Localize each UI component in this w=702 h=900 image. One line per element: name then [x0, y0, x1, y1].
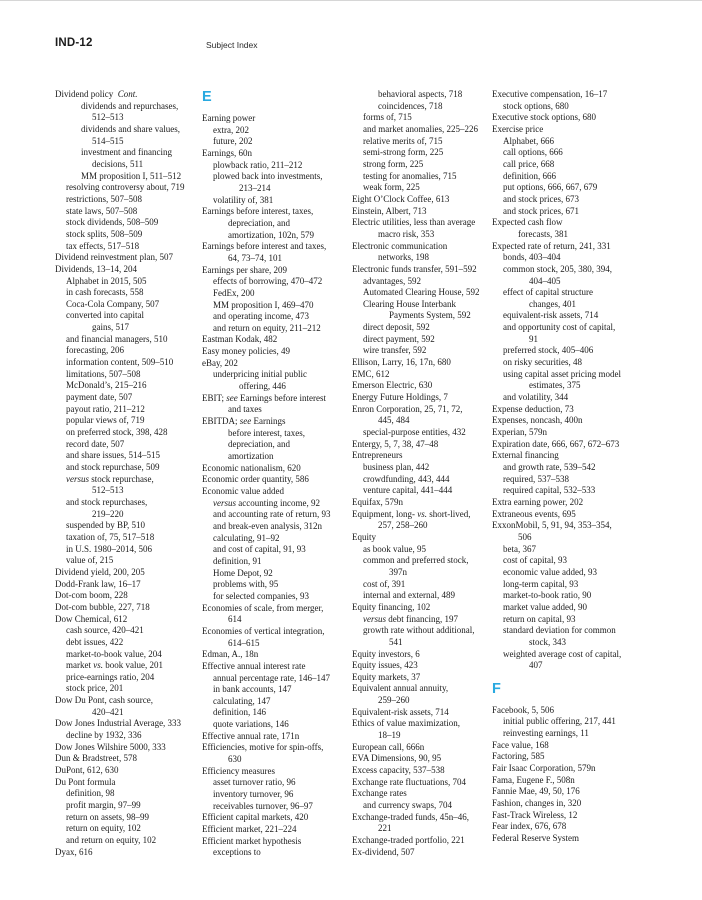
index-entry-line: Dodd-Frank law, 16–17 — [55, 578, 141, 589]
index-entry-line: and taxes — [228, 404, 262, 415]
index-entry-line: and stock prices, 671 — [503, 205, 579, 216]
index-entry-line: 404–405 — [529, 275, 561, 286]
index-entry-line: 219–220 — [92, 508, 124, 519]
index-entry-line: Dot-com bubble, 227, 718 — [55, 601, 150, 612]
index-entry-line: European call, 666n — [352, 741, 425, 752]
index-entry-line: EBITDA; see Earnings — [202, 416, 286, 427]
index-entry-line: Equity issues, 423 — [352, 660, 418, 671]
index-entry-line: advantages, 592 — [363, 275, 421, 286]
index-entry-line: External financing — [492, 450, 559, 461]
index-entry-line: direct payment, 592 — [363, 333, 435, 344]
index-entry-line: market vs. book value, 201 — [66, 660, 163, 671]
index-entry-line: Fashion, changes in, 320 — [492, 798, 582, 809]
index-entry-line: Equity — [352, 531, 376, 542]
index-entry-line: preferred stock, 405–406 — [503, 345, 594, 356]
index-entry-line: Dow Chemical, 612 — [55, 613, 128, 624]
index-entry-line: FedEx, 200 — [213, 287, 255, 298]
index-entry-line: eBay, 202 — [202, 357, 238, 368]
index-entry-line: coincidences, 718 — [378, 100, 443, 111]
index-entry-line: and cost of capital, 91, 93 — [213, 544, 306, 555]
index-entry-line: direct deposit, 592 — [363, 322, 430, 333]
index-entry-line: Face value, 168 — [492, 739, 549, 750]
index-entry-line: common and preferred stock, — [363, 555, 469, 566]
index-entry-line: quote variations, 146 — [213, 719, 289, 730]
index-entry-line: and break-even analysis, 312n — [213, 520, 322, 531]
index-entry-line: Efficiency measures — [202, 765, 276, 776]
index-entry-line: Home Depot, 92 — [213, 567, 273, 578]
index-entry-line: Equipment, long- vs. short-lived, — [352, 508, 471, 519]
index-entry-line: Exchange-traded funds, 45n–46, — [352, 811, 469, 822]
index-entry-line: Extra earning power, 202 — [492, 496, 584, 507]
index-entry-line: Fama, Eugene F., 508n — [492, 774, 575, 785]
index-entry-line: and return on equity, 102 — [66, 835, 157, 845]
index-entry-line: strong form, 225 — [363, 158, 424, 169]
section-letter-heading: E — [202, 89, 212, 105]
index-entry-line: and currency swaps, 704 — [363, 800, 452, 811]
index-entry-line: Efficiencies, motive for spin-offs, — [202, 742, 324, 753]
index-entry-line: in bank accounts, 147 — [213, 684, 292, 695]
index-entry-line: and accounting rate of return, 93 — [213, 509, 331, 520]
index-entry-line: extra, 202 — [213, 124, 249, 135]
index-entry-line: networks, 198 — [378, 252, 429, 263]
index-entry-line: beta, 367 — [503, 543, 536, 554]
index-entry-line: Expected cash flow — [492, 217, 563, 228]
index-entry-line: behavioral aspects, 718 — [378, 89, 463, 99]
index-entry-line: Dow Jones Industrial Average, 333 — [55, 718, 182, 729]
index-entry-line: payment date, 507 — [66, 392, 133, 403]
index-entry-line: and opportunity cost of capital, — [503, 322, 616, 333]
index-entry-line: Entrepreneurs — [352, 450, 403, 461]
index-entry-line: weak form, 225 — [363, 182, 420, 193]
index-entry-line: Ex-dividend, 507 — [352, 846, 415, 857]
index-entry-line: forecasting, 206 — [66, 345, 124, 356]
index-entry-line: testing for anomalies, 715 — [363, 170, 457, 181]
index-entry-line: 91 — [529, 333, 538, 344]
index-entry-line: Economic nationalism, 620 — [202, 462, 301, 473]
index-entry-line: on risky securities, 48 — [503, 357, 582, 368]
index-entry-line: and stock repurchases, — [66, 496, 148, 507]
index-entry-line: Earnings before interest, taxes, — [202, 206, 314, 217]
index-entry-line: Equity investors, 6 — [352, 648, 420, 659]
index-entry-line: Energy Future Holdings, 7 — [352, 392, 448, 403]
index-entry-line: offering, 446 — [239, 381, 286, 392]
index-entry-line: EVA Dimensions, 90, 95 — [352, 753, 442, 764]
index-entry-line: calculating, 91–92 — [213, 532, 280, 543]
index-column-2 — [202, 89, 330, 859]
index-entry-line: semi-strong form, 225 — [363, 147, 444, 158]
index-entry-line: Economies of scale, from merger, — [202, 602, 324, 613]
index-entry-line: Equity financing, 102 — [352, 601, 431, 612]
index-entry-line: 213–214 — [239, 182, 271, 193]
index-entry-line: Alphabet in 2015, 505 — [66, 275, 147, 286]
index-entry-line: and share issues, 514–515 — [66, 450, 160, 461]
index-entry-line: Extraneous events, 695 — [492, 508, 576, 519]
index-entry-line: amortization — [228, 451, 274, 462]
index-entry-line: 397n — [389, 566, 407, 577]
index-entry-line: Effective annual interest rate — [202, 660, 306, 671]
index-entry-line: Dun & Bradstreet, 578 — [55, 753, 137, 764]
index-entry-line: decline by 1932, 336 — [66, 730, 142, 741]
index-entry-line: in cash forecasts, 558 — [66, 287, 144, 298]
index-entry-line: Edman, A., 18n — [202, 649, 259, 660]
index-entry-line: inventory turnover, 96 — [213, 789, 294, 800]
index-entry-line: problems with, 95 — [213, 579, 279, 590]
index-entry-line: return on capital, 93 — [503, 613, 576, 624]
index-entry-line: payout ratio, 211–212 — [66, 403, 145, 414]
index-entry-line: effects of borrowing, 470–472 — [213, 276, 323, 287]
index-entry-line: profit margin, 97–99 — [66, 800, 141, 811]
index-entry-line: 512–513 — [92, 485, 124, 496]
index-entry-line: annual percentage rate, 146–147 — [213, 672, 330, 683]
index-entry-line: amortization, 102n, 579 — [228, 229, 314, 240]
index-entry-line: bonds, 403–404 — [503, 252, 561, 263]
index-entry-line: Du Pont formula — [55, 776, 116, 787]
index-entry-line: versus stock repurchase, — [66, 473, 154, 484]
index-entry-line: Automated Clearing House, 592 — [363, 287, 480, 298]
index-entry-line: and growth rate, 539–542 — [503, 462, 596, 472]
index-entry-line: Equifax, 579n — [352, 496, 403, 507]
index-entry-line: Dow Jones Wilshire 5000, 333 — [55, 741, 166, 752]
index-entry-line: market-to-book value, 204 — [66, 648, 162, 659]
index-entry-line: market-to-book ratio, 90 — [503, 590, 592, 601]
index-entry-line: Dividend reinvestment plan, 507 — [55, 252, 173, 263]
index-entry-line: put options, 666, 667, 679 — [503, 182, 598, 193]
index-column-1 — [55, 89, 184, 858]
index-entry-line: underpricing initial public — [213, 369, 307, 380]
index-entry-line: estimates, 375 — [529, 380, 581, 391]
index-entry-line: Einstein, Albert, 713 — [352, 205, 427, 216]
index-entry-line: definition, 98 — [66, 788, 115, 799]
index-entry-line: MM proposition I, 469–470 — [213, 299, 314, 310]
index-entry-line: 407 — [529, 660, 543, 671]
index-entry-line: Enron Corporation, 25, 71, 72, — [352, 403, 463, 414]
index-entry-line: Exchange-traded portfolio, 221 — [352, 835, 465, 845]
index-entry-line: Dot-com boom, 228 — [55, 590, 128, 601]
index-entry-line: Electronic funds transfer, 591–592 — [352, 263, 477, 274]
index-entry-line: versus accounting income, 92 — [213, 497, 320, 508]
index-entry-line: 512–513 — [92, 112, 124, 123]
index-entry-line: stock, 343 — [529, 636, 566, 647]
index-column-4 — [492, 89, 621, 845]
index-entry-line: Efficient market hypothesis — [202, 835, 302, 846]
index-entry-line: information content, 509–510 — [66, 357, 174, 368]
index-entry-line: Experian, 579n — [492, 427, 547, 438]
index-entry-line: forms of, 715 — [363, 112, 412, 123]
index-entry-line: Exchange rate fluctuations, 704 — [352, 776, 466, 787]
index-entry-line: Expected rate of return, 241, 331 — [492, 240, 611, 251]
index-entry-line: 259–260 — [378, 695, 410, 706]
index-entry-line: Eight O’Clock Coffee, 613 — [352, 193, 450, 204]
index-entry-line: and volatility, 344 — [503, 392, 569, 403]
index-entry-line: calculating, 147 — [213, 695, 271, 706]
index-entry-line: reinvesting earnings, 11 — [503, 728, 589, 739]
index-entry-line: and stock prices, 673 — [503, 193, 579, 204]
index-entry-line: on preferred stock, 398, 428 — [66, 427, 168, 438]
page-number-label: IND-12 — [55, 37, 93, 49]
index-entry-line: Earnings, 60n — [202, 147, 252, 158]
index-entry-line: stock dividends, 508–509 — [66, 217, 159, 228]
index-entry-line: Emerson Electric, 630 — [352, 380, 433, 391]
index-entry-line: weighted average cost of capital, — [503, 648, 622, 659]
index-entry-line: Dividend policy Cont. — [55, 89, 138, 99]
index-entry-line: 630 — [228, 754, 242, 765]
index-entry-line: Fannie Mae, 49, 50, 176 — [492, 786, 580, 797]
index-entry-line: tax effects, 517–518 — [66, 240, 140, 251]
index-entry-line: Exercise price — [492, 123, 544, 134]
index-entry-line: return on equity, 102 — [66, 823, 141, 834]
index-entry-line: definition, 146 — [213, 707, 266, 718]
index-entry-line: Executive stock options, 680 — [492, 112, 596, 123]
index-entry-line: Ellison, Larry, 16, 17n, 680 — [352, 357, 451, 368]
index-entry-line: Dividends, 13–14, 204 — [55, 263, 137, 274]
index-entry-line: and operating income, 473 — [213, 311, 309, 322]
index-entry-line: growth rate without additional, — [363, 625, 475, 636]
index-entry-line: Expense deduction, 73 — [492, 403, 574, 414]
index-entry-line: 614 — [228, 614, 242, 625]
index-entry-line: long-term capital, 93 — [503, 578, 579, 589]
index-entry-line: wire transfer, 592 — [363, 345, 427, 356]
index-entry-line: McDonald’s, 215–216 — [66, 380, 147, 391]
index-entry-line: Entergy, 5, 7, 38, 47–48 — [352, 438, 439, 449]
index-entry-line: volatility of, 381 — [213, 194, 274, 205]
index-entry-line: and market anomalies, 225–226 — [363, 123, 478, 134]
index-entry-line: dividends and share values, — [81, 123, 180, 134]
index-entry-line: special-purpose entities, 432 — [363, 427, 466, 438]
index-entry-line: internal and external, 489 — [363, 590, 455, 601]
index-entry-line: limitations, 507–508 — [66, 368, 141, 379]
index-entry-line: Earning power — [202, 113, 256, 123]
index-entry-line: Facebook, 5, 506 — [492, 704, 554, 715]
index-entry-line: as book value, 95 — [363, 543, 426, 554]
index-entry-line: Fair Isaac Corporation, 579n — [492, 763, 596, 774]
index-entry-line: Effective annual rate, 171n — [202, 730, 300, 741]
index-entry-line: 18–19 — [378, 730, 401, 741]
index-entry-line: value of, 215 — [66, 555, 114, 566]
index-entry-line: ExxonMobil, 5, 91, 94, 353–354, — [492, 520, 612, 531]
index-entry-line: Alphabet, 666 — [503, 135, 554, 146]
index-entry-line: Expiration date, 666, 667, 672–673 — [492, 438, 620, 449]
index-entry-line: price-earnings ratio, 204 — [66, 671, 155, 682]
index-entry-line: Dividend yield, 200, 205 — [55, 566, 145, 577]
index-entry-line: before interest, taxes, — [228, 427, 305, 438]
index-entry-line: EBIT; see Earnings before interest — [202, 392, 326, 403]
index-entry-line: Fast-Track Wireless, 12 — [492, 809, 578, 820]
index-entry-line: Economies of vertical integration, — [202, 625, 325, 636]
index-entry-line: Ethics of value maximization, — [352, 718, 460, 729]
index-entry-line: changes, 401 — [529, 298, 576, 309]
index-entry-line: versus debt financing, 197 — [363, 613, 458, 624]
index-entry-line: popular views of, 719 — [66, 415, 145, 426]
index-entry-line: Electric utilities, less than average — [352, 217, 476, 228]
index-entry-line: Electronic communication — [352, 240, 448, 251]
index-entry-line: crowdfunding, 443, 444 — [363, 473, 450, 484]
index-entry-line: 445, 484 — [378, 415, 410, 426]
index-entry-line: Equivalent-risk assets, 714 — [352, 706, 449, 717]
index-entry-line: Dyax, 616 — [55, 846, 93, 857]
index-entry-line: call options, 666 — [503, 147, 563, 158]
index-entry-line: resolving controversy about, 719 — [66, 182, 185, 193]
index-entry-line: stock splits, 508–509 — [66, 228, 143, 239]
index-entry-line: EMC, 612 — [352, 368, 390, 379]
index-entry-line: 614–615 — [228, 637, 260, 648]
index-entry-line: stock options, 680 — [503, 100, 569, 111]
index-entry-line: state laws, 507–508 — [66, 205, 138, 216]
index-entry-line: in U.S. 1980–2014, 506 — [66, 543, 153, 554]
index-entry-line: 514–515 — [92, 135, 124, 146]
index-entry-line: asset turnover ratio, 96 — [213, 777, 296, 788]
index-entry-line: Fear index, 676, 678 — [492, 821, 567, 832]
index-entry-line: cash source, 420–421 — [66, 625, 144, 636]
index-entry-line: Equivalent annual annuity, — [352, 683, 449, 694]
index-entry-line: using capital asset pricing model — [503, 368, 621, 379]
index-entry-line: restrictions, 507–508 — [66, 193, 142, 204]
index-entry-line: Excess capacity, 537–538 — [352, 765, 445, 776]
index-entry-line: definition, 91 — [213, 555, 262, 566]
index-entry-line: Efficient capital markets, 420 — [202, 812, 309, 823]
index-entry-line: Economic order quantity, 586 — [202, 474, 309, 485]
index-entry-line: market value added, 90 — [503, 601, 587, 612]
index-entry-line: decisions, 511 — [92, 158, 144, 169]
index-entry-line: 221 — [378, 823, 392, 834]
index-entry-line: required, 537–538 — [503, 473, 569, 484]
index-entry-line: plowback ratio, 211–212 — [213, 159, 303, 170]
index-entry-line: equivalent-risk assets, 714 — [503, 310, 599, 321]
index-entry-line: suspended by BP, 510 — [66, 520, 146, 531]
index-entry-line: Executive compensation, 16–17 — [492, 89, 608, 99]
index-entry-line: for selected companies, 93 — [213, 590, 309, 601]
index-entry-line: 506 — [518, 531, 532, 542]
index-entry-line: venture capital, 441–444 — [363, 485, 453, 496]
index-entry-line: 257, 258–260 — [378, 520, 428, 531]
index-entry-line: call price, 668 — [503, 158, 555, 169]
index-entry-line: cost of capital, 93 — [503, 555, 567, 566]
index-entry-line: Earnings per share, 209 — [202, 264, 287, 275]
index-entry-line: dividends and repurchases, — [81, 100, 179, 111]
index-entry-line: depreciation, and — [228, 217, 290, 228]
index-entry-line: macro risk, 353 — [378, 228, 435, 239]
index-entry-line: required capital, 532–533 — [503, 485, 596, 496]
index-entry-line: definition, 666 — [503, 170, 556, 181]
index-entry-line: record date, 507 — [66, 438, 125, 449]
index-entry-line: and stock repurchase, 509 — [66, 462, 160, 472]
index-entry-line: return on assets, 98–99 — [66, 811, 149, 822]
index-entry-line: relative merits of, 715 — [363, 135, 443, 146]
index-entry-line: standard deviation for common — [503, 625, 616, 636]
index-entry-line: initial public offering, 217, 441 — [503, 716, 616, 727]
section-letter-heading: F — [492, 680, 501, 697]
index-entry-line: Dow Du Pont, cash source, — [55, 695, 153, 706]
index-entry-line: Economic value added — [202, 486, 284, 496]
index-entry-line: Easy money policies, 49 — [202, 346, 290, 357]
index-entry-line: Equity markets, 37 — [352, 671, 421, 682]
index-entry-line: 541 — [389, 636, 403, 647]
running-head: Subject Index — [206, 40, 258, 50]
index-entry-line: plowed back into investments, — [213, 171, 323, 182]
index-entry-line: and financial managers, 510 — [66, 333, 168, 344]
index-entry-line: business plan, 442 — [363, 462, 430, 472]
index-entry-line: cost of, 391 — [363, 578, 406, 589]
index-entry-line: Expenses, noncash, 400n — [492, 415, 583, 426]
index-entry-line: Federal Reserve System — [492, 833, 579, 844]
index-entry-line: DuPont, 612, 630 — [55, 765, 119, 776]
index-entry-line: common stock, 205, 380, 394, — [503, 263, 612, 274]
index-entry-line: Payments System, 592 — [389, 310, 471, 321]
index-entry-line: 64, 73–74, 101 — [228, 252, 282, 263]
index-entry-line: economic value added, 93 — [503, 566, 597, 577]
index-entry-line: converted into capital — [66, 310, 144, 321]
index-entry-line: 420–421 — [92, 706, 124, 717]
index-entry-line: effect of capital structure — [503, 287, 594, 298]
index-entry-line: Eastman Kodak, 482 — [202, 334, 278, 345]
index-entry-line: taxation of, 75, 517–518 — [66, 531, 155, 542]
index-entry-line: Clearing House Interbank — [363, 298, 456, 309]
index-entry-line: Earnings before interest and taxes, — [202, 241, 327, 252]
index-entry-line: exceptions to — [213, 847, 261, 858]
index-entry-line: gains, 517 — [92, 322, 129, 333]
index-entry-line: stock price, 201 — [66, 683, 124, 694]
index-entry-line: Efficient market, 221–224 — [202, 824, 297, 835]
index-entry-line: receivables turnover, 96–97 — [213, 800, 313, 811]
index-entry-line: MM proposition I, 511–512 — [81, 170, 182, 181]
index-entry-line: Factoring, 585 — [492, 751, 545, 762]
index-entry-line: depreciation, and — [228, 439, 290, 450]
index-entry-line: forecasts, 381 — [518, 228, 568, 239]
index-entry-line: Coca-Cola Company, 507 — [66, 298, 160, 309]
index-entry-line: future, 202 — [213, 136, 253, 147]
index-entry-line: debt issues, 422 — [66, 636, 124, 647]
index-column-3 — [352, 89, 479, 858]
index-entry-line: investment and financing — [81, 147, 172, 158]
index-entry-line: Exchange rates — [352, 788, 407, 799]
index-entry-line: and return on equity, 211–212 — [213, 322, 321, 333]
